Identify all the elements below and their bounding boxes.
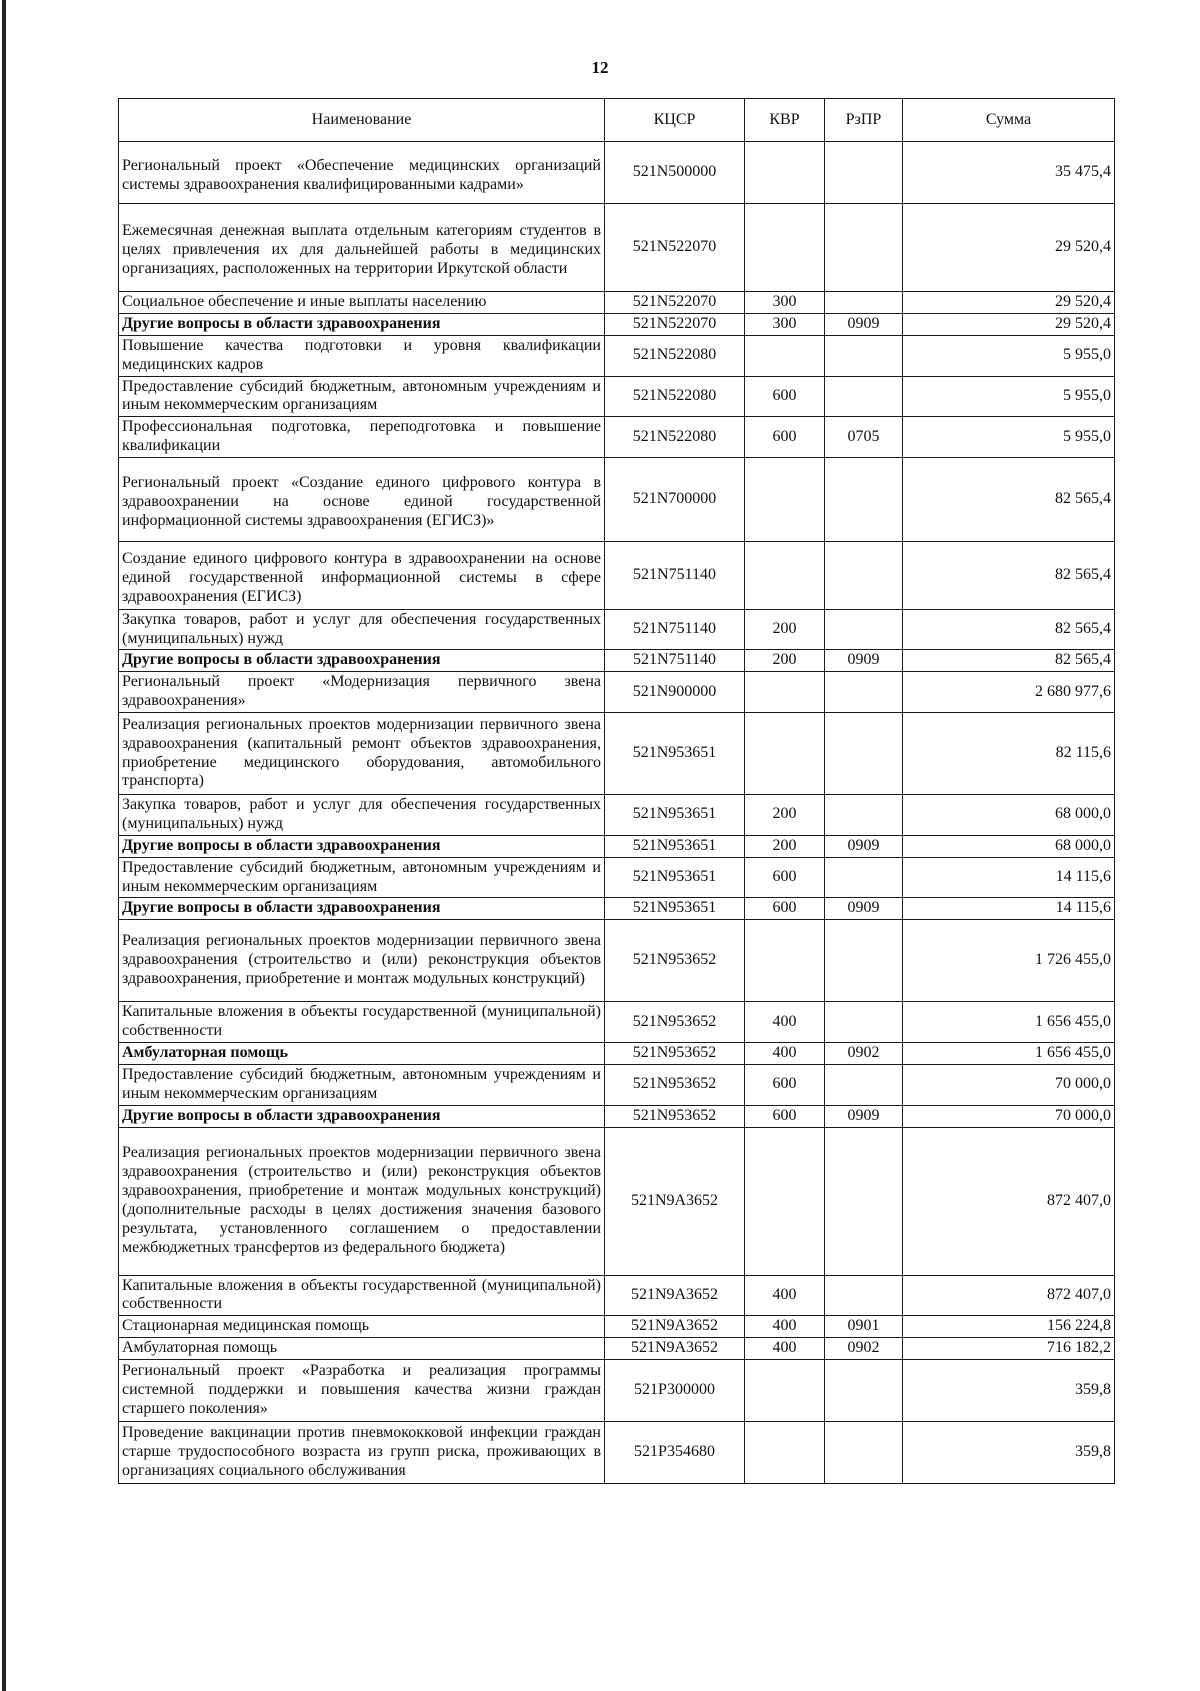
cell-sum: 35 475,4 (903, 142, 1115, 204)
cell-kvr (745, 142, 825, 204)
cell-kcsr: 521N953652 (605, 1002, 745, 1043)
cell-kvr: 400 (745, 1275, 825, 1316)
cell-name: Создание единого цифрового контура в здравоохранении на основе единой государственной информационной системы в сфере здравоохранения (ЕГИСЗ) (119, 542, 605, 610)
cell-sum: 5 955,0 (903, 376, 1115, 417)
table-header-row (119, 99, 1115, 142)
cell-rzpr: 0909 (825, 650, 903, 672)
cell-rzpr (825, 713, 903, 795)
cell-rzpr: 0902 (825, 1338, 903, 1360)
header-name: Наименование (119, 99, 605, 142)
cell-kvr (745, 1127, 825, 1275)
cell-kvr: 300 (745, 313, 825, 335)
cell-rzpr: 0909 (825, 313, 903, 335)
header-kcsr: КЦСР (605, 99, 745, 142)
table-row (119, 835, 1115, 857)
cell-kcsr: 521P300000 (605, 1360, 745, 1422)
table-row (119, 1275, 1115, 1316)
cell-rzpr: 0909 (825, 835, 903, 857)
cell-rzpr (825, 542, 903, 610)
table-row (119, 313, 1115, 335)
table-row (119, 1316, 1115, 1338)
table-row (119, 672, 1115, 713)
cell-sum: 716 182,2 (903, 1338, 1115, 1360)
cell-kvr (745, 458, 825, 542)
cell-sum: 1 656 455,0 (903, 1043, 1115, 1065)
cell-name: Капитальные вложения в объекты государственной (муниципальной) собственности (119, 1002, 605, 1043)
cell-name: Реализация региональных проектов модернизации первичного звена здравоохранения (строительство и (или) реконструкция объектов здравоохранения, приобретение и монтаж модульных конструкций) (119, 920, 605, 1002)
cell-sum: 2 680 977,6 (903, 672, 1115, 713)
cell-kvr (745, 542, 825, 610)
cell-kvr: 600 (745, 376, 825, 417)
cell-kcsr: 521N953652 (605, 1105, 745, 1127)
cell-kvr: 400 (745, 1338, 825, 1360)
cell-kcsr: 521N953651 (605, 795, 745, 836)
table-row (119, 795, 1115, 836)
page-number: 12 (591, 58, 609, 77)
cell-name: Стационарная медицинская помощь (119, 1316, 605, 1338)
cell-kvr: 600 (745, 1105, 825, 1127)
cell-sum: 82 565,4 (903, 542, 1115, 610)
cell-sum: 68 000,0 (903, 795, 1115, 836)
cell-rzpr: 0902 (825, 1043, 903, 1065)
cell-name: Предоставление субсидий бюджетным, автономным учреждениям и иным некоммерческим организациям (119, 376, 605, 417)
cell-name: Другие вопросы в области здравоохранения (119, 898, 605, 920)
cell-kvr: 400 (745, 1002, 825, 1043)
cell-rzpr (825, 142, 903, 204)
cell-name: Социальное обеспечение и иные выплаты населению (119, 292, 605, 314)
cell-name: Амбулаторная помощь (119, 1043, 605, 1065)
cell-name: Ежемесячная денежная выплата отдельным категориям студентов в целях привлечения их для дальнейшей работы в медицинских организациях, расположенных на территории Иркутской области (119, 204, 605, 292)
table-row (119, 898, 1115, 920)
table-row (119, 204, 1115, 292)
table-row (119, 713, 1115, 795)
cell-name: Профессиональная подготовка, переподготовка и повышение квалификации (119, 417, 605, 458)
cell-name: Другие вопросы в области здравоохранения (119, 313, 605, 335)
cell-rzpr: 0909 (825, 898, 903, 920)
cell-rzpr: 0901 (825, 1316, 903, 1338)
cell-rzpr (825, 609, 903, 650)
cell-sum: 1 656 455,0 (903, 1002, 1115, 1043)
cell-sum: 872 407,0 (903, 1127, 1115, 1275)
cell-name: Региональный проект «Модернизация первичного звена здравоохранения» (119, 672, 605, 713)
cell-name: Региональный проект «Обеспечение медицинских организаций системы здравоохранения квалифицированными кадрами» (119, 142, 605, 204)
cell-kcsr: 521N522080 (605, 417, 745, 458)
cell-rzpr (825, 1127, 903, 1275)
cell-sum: 82 115,6 (903, 713, 1115, 795)
cell-kvr (745, 920, 825, 1002)
cell-kvr: 400 (745, 1316, 825, 1338)
cell-kcsr: 521N751140 (605, 609, 745, 650)
cell-sum: 5 955,0 (903, 335, 1115, 376)
table-row (119, 335, 1115, 376)
cell-kcsr: 521N522080 (605, 376, 745, 417)
cell-sum: 82 565,4 (903, 609, 1115, 650)
cell-name: Проведение вакцинации против пневмококковой инфекции граждан старше трудоспособного возраста из групп риска, проживающих в организациях социального обслуживания (119, 1422, 605, 1484)
header-rzpr: РзПР (825, 99, 903, 142)
cell-kvr (745, 335, 825, 376)
cell-kcsr: 521N751140 (605, 542, 745, 610)
cell-rzpr (825, 458, 903, 542)
table-row (119, 417, 1115, 458)
cell-kvr: 600 (745, 898, 825, 920)
cell-name: Капитальные вложения в объекты государственной (муниципальной) собственности (119, 1275, 605, 1316)
cell-kcsr: 521N522080 (605, 335, 745, 376)
cell-kvr (745, 672, 825, 713)
cell-sum: 70 000,0 (903, 1105, 1115, 1127)
cell-sum: 82 565,4 (903, 458, 1115, 542)
table-row (119, 1043, 1115, 1065)
cell-sum: 359,8 (903, 1422, 1115, 1484)
cell-kvr: 600 (745, 857, 825, 898)
cell-sum: 82 565,4 (903, 650, 1115, 672)
cell-rzpr (825, 204, 903, 292)
cell-kvr: 200 (745, 650, 825, 672)
cell-sum: 29 520,4 (903, 292, 1115, 314)
table-row (119, 1422, 1115, 1484)
cell-name: Амбулаторная помощь (119, 1338, 605, 1360)
cell-name: Предоставление субсидий бюджетным, автономным учреждениям и иным некоммерческим организациям (119, 857, 605, 898)
cell-kvr: 300 (745, 292, 825, 314)
cell-sum: 872 407,0 (903, 1275, 1115, 1316)
cell-kcsr: 521N522070 (605, 292, 745, 314)
cell-sum: 1 726 455,0 (903, 920, 1115, 1002)
cell-kcsr: 521N500000 (605, 142, 745, 204)
cell-sum: 359,8 (903, 1360, 1115, 1422)
cell-sum: 14 115,6 (903, 857, 1115, 898)
table-row (119, 1360, 1115, 1422)
cell-kvr: 200 (745, 609, 825, 650)
cell-kvr: 400 (745, 1043, 825, 1065)
table-row (119, 1127, 1115, 1275)
cell-rzpr (825, 795, 903, 836)
cell-kcsr: 521N522070 (605, 204, 745, 292)
cell-kcsr: 521N953652 (605, 920, 745, 1002)
cell-sum: 68 000,0 (903, 835, 1115, 857)
cell-kcsr: 521P354680 (605, 1422, 745, 1484)
cell-kcsr: 521N953652 (605, 1043, 745, 1065)
cell-name: Повышение качества подготовки и уровня квалификации медицинских кадров (119, 335, 605, 376)
table-row (119, 1105, 1115, 1127)
cell-kcsr: 521N751140 (605, 650, 745, 672)
budget-table (118, 98, 1115, 1484)
table-row (119, 376, 1115, 417)
table-row (119, 609, 1115, 650)
cell-name: Реализация региональных проектов модернизации первичного звена здравоохранения (капитальный ремонт объектов здравоохранения, приобретение медицинского оборудования, автомобильного транспорта) (119, 713, 605, 795)
cell-kvr: 200 (745, 835, 825, 857)
cell-kcsr: 521N522070 (605, 313, 745, 335)
cell-rzpr (825, 1002, 903, 1043)
header-sum: Сумма (903, 99, 1115, 142)
cell-kcsr: 521N9A3652 (605, 1338, 745, 1360)
table-row (119, 920, 1115, 1002)
cell-kcsr: 521N9A3652 (605, 1316, 745, 1338)
cell-rzpr (825, 1064, 903, 1105)
table-row (119, 142, 1115, 204)
cell-kcsr: 521N700000 (605, 458, 745, 542)
cell-rzpr (825, 857, 903, 898)
cell-kvr (745, 1422, 825, 1484)
cell-sum: 14 115,6 (903, 898, 1115, 920)
cell-name: Предоставление субсидий бюджетным, автономным учреждениям и иным некоммерческим организациям (119, 1064, 605, 1105)
cell-kvr: 600 (745, 1064, 825, 1105)
table-row (119, 1064, 1115, 1105)
table-row (119, 1002, 1115, 1043)
cell-kcsr: 521N9A3652 (605, 1275, 745, 1316)
table-row (119, 542, 1115, 610)
cell-rzpr (825, 292, 903, 314)
cell-name: Закупка товаров, работ и услуг для обеспечения государственных (муниципальных) нужд (119, 795, 605, 836)
table-body (119, 142, 1115, 1484)
cell-kcsr: 521N900000 (605, 672, 745, 713)
table-row (119, 292, 1115, 314)
cell-rzpr (825, 672, 903, 713)
cell-rzpr (825, 920, 903, 1002)
table-row (119, 1338, 1115, 1360)
cell-kvr (745, 713, 825, 795)
table-row (119, 458, 1115, 542)
cell-kcsr: 521N953651 (605, 835, 745, 857)
cell-name: Региональный проект «Создание единого цифрового контура в здравоохранении на основе единой государственной информационной системы здравоохранения (ЕГИСЗ)» (119, 458, 605, 542)
cell-name: Другие вопросы в области здравоохранения (119, 835, 605, 857)
cell-kcsr: 521N953651 (605, 898, 745, 920)
cell-rzpr (825, 376, 903, 417)
cell-name: Закупка товаров, работ и услуг для обеспечения государственных (муниципальных) нужд (119, 609, 605, 650)
cell-rzpr (825, 1422, 903, 1484)
cell-kvr: 600 (745, 417, 825, 458)
cell-kvr: 200 (745, 795, 825, 836)
cell-name: Другие вопросы в области здравоохранения (119, 1105, 605, 1127)
cell-rzpr (825, 335, 903, 376)
cell-sum: 156 224,8 (903, 1316, 1115, 1338)
cell-rzpr (825, 1275, 903, 1316)
cell-rzpr: 0705 (825, 417, 903, 458)
cell-sum: 70 000,0 (903, 1064, 1115, 1105)
cell-rzpr (825, 1360, 903, 1422)
cell-name: Региональный проект «Разработка и реализация программы системной поддержки и повышения качества жизни граждан старшего поколения» (119, 1360, 605, 1422)
cell-sum: 29 520,4 (903, 204, 1115, 292)
cell-rzpr: 0909 (825, 1105, 903, 1127)
table-row (119, 650, 1115, 672)
table-row (119, 857, 1115, 898)
cell-kcsr: 521N953651 (605, 713, 745, 795)
cell-kvr (745, 204, 825, 292)
cell-kcsr: 521N953651 (605, 857, 745, 898)
cell-kvr (745, 1360, 825, 1422)
cell-kcsr: 521N9A3652 (605, 1127, 745, 1275)
page-edge-shadow (2, 0, 6, 1691)
cell-sum: 29 520,4 (903, 313, 1115, 335)
cell-name: Другие вопросы в области здравоохранения (119, 650, 605, 672)
header-kvr: КВР (745, 99, 825, 142)
cell-name: Реализация региональных проектов модернизации первичного звена здравоохранения (строительство и (или) реконструкция объектов здравоохранения, приобретение и монтаж модульных конструкций) (дополнительные расходы в целях достижения значения базового результата, установленного соглашением о предоставлении межбюджетных трансфертов из федерального бюджета) (119, 1127, 605, 1275)
cell-sum: 5 955,0 (903, 417, 1115, 458)
cell-kcsr: 521N953652 (605, 1064, 745, 1105)
